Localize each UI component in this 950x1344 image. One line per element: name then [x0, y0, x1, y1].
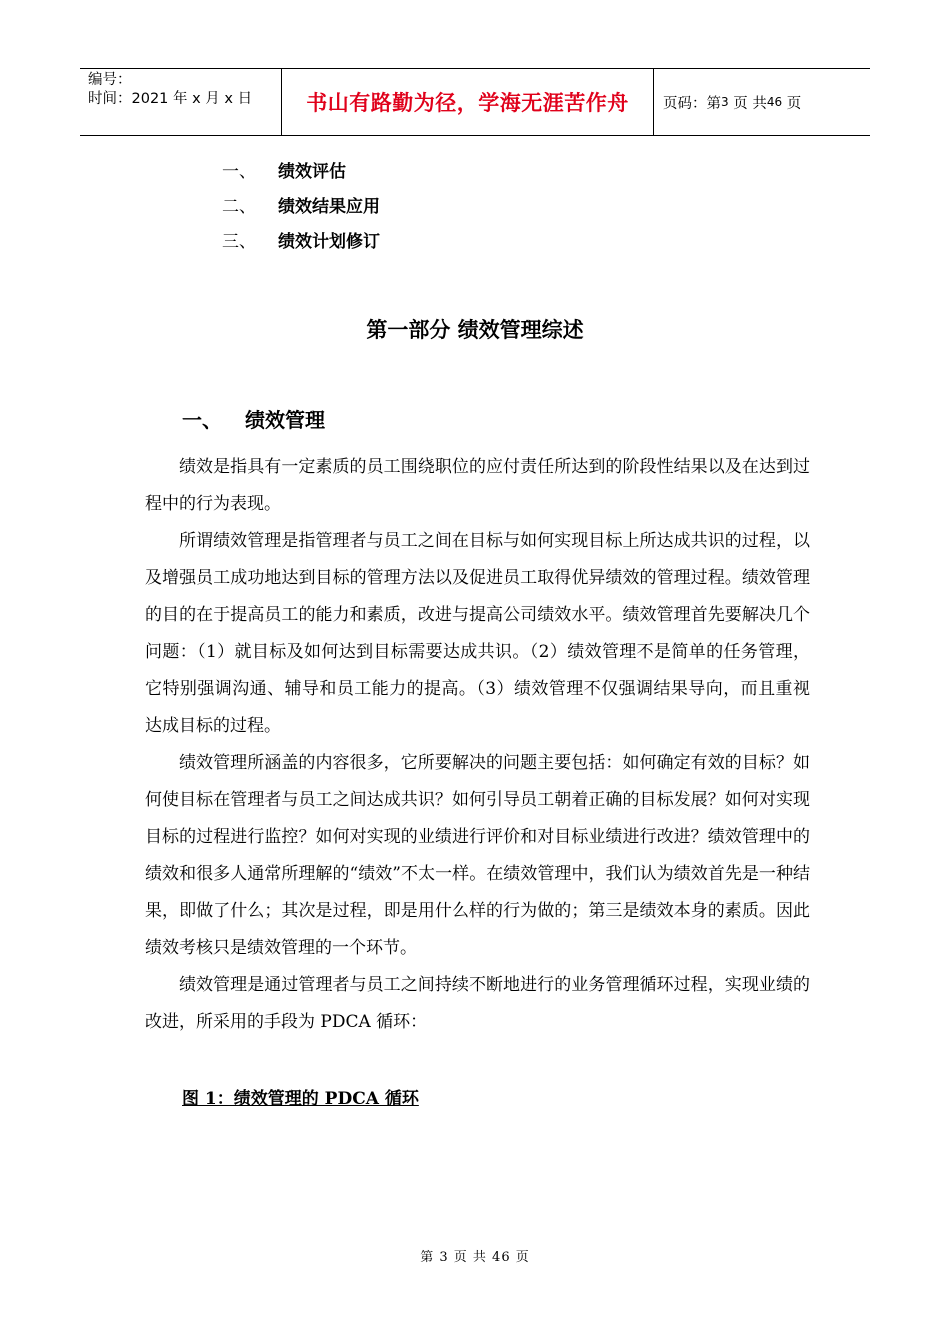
- header-meta: [80, 69, 282, 135]
- page-total: 46: [766, 95, 783, 109]
- section-number: 一、: [182, 408, 222, 432]
- page-current: 3: [721, 95, 729, 109]
- page-footer: 第 3 页 共 46 页: [420, 1250, 530, 1265]
- section-heading: [182, 404, 325, 433]
- toc-item-number: 一、: [222, 162, 256, 182]
- toc-item-text: 绩效结果应用: [278, 197, 380, 217]
- paragraph: 所谓绩效管理是指管理者与员工之间在目标与如何实现目标上所达成共识的过程，以及增强员工成功地达到目标的管理方法以及促进员工取得优异绩效的管理过程。绩效管理的目的在于提高员工的能力和素质，改进与提高公司绩效水平。绩效管理首先要解决几个问题：（1）就目标及如何达到目标需要达成共识。（2）绩效管理不是简单的任务管理，它特别强调沟通、辅导和员工能力的提高。（3）绩效管理不仅强调结果导向，而且重视达成目标的过程。: [145, 531, 810, 736]
- toc-item-text: 绩效评估: [278, 162, 346, 182]
- header-motto: 书山有路勤为径，学海无涯苦作舟: [282, 69, 654, 135]
- toc-item: [222, 230, 380, 265]
- toc-item-number: 三、: [222, 232, 256, 252]
- toc-item: [222, 160, 380, 195]
- toc-item-number: 二、: [222, 197, 256, 217]
- toc-list: [222, 160, 380, 265]
- header-page-info: [654, 69, 870, 135]
- toc-item-text: 绩效计划修订: [278, 232, 380, 252]
- date-label: 时间：2021 年 x 月 x 日: [88, 91, 253, 107]
- toc-item: [222, 195, 380, 230]
- paragraph: 绩效管理所涵盖的内容很多，它所要解决的问题主要包括：如何确定有效的目标？如何使目标在管理者与员工之间达成共识？如何引导员工朝着正确的目标发展？如何对实现目标的过程进行监控？如何对实现的业绩进行评价和对目标业绩进行改进？绩效管理中的绩效和很多人通常所理解的“绩效”不太一样。在绩效管理中，我们认为绩效首先是一种结果，即做了什么；其次是过程，即是用什么样的行为做的；第三是绩效本身的素质。因此绩效考核只是绩效管理的一个环节。: [145, 753, 810, 958]
- page-label: 页码：第: [663, 95, 721, 112]
- page-header: [80, 68, 870, 136]
- page-mid: 页 共: [733, 95, 767, 112]
- part-title: 第一部分 绩效管理综述: [366, 318, 584, 342]
- serial-number-label: 编号：: [88, 72, 132, 88]
- body-text: [145, 449, 810, 1041]
- figure-caption: 图 1：绩效管理的 PDCA 循环: [182, 1089, 419, 1109]
- section-title: 绩效管理: [245, 408, 325, 432]
- page-suffix: 页: [786, 95, 802, 112]
- paragraph: 绩效是指具有一定素质的员工围绕职位的应付责任所达到的阶段性结果以及在达到过程中的行为表现。: [145, 457, 810, 514]
- paragraph: 绩效管理是通过管理者与员工之间持续不断地进行的业务管理循环过程，实现业绩的改进，所采用的手段为 PDCA 循环：: [145, 975, 810, 1032]
